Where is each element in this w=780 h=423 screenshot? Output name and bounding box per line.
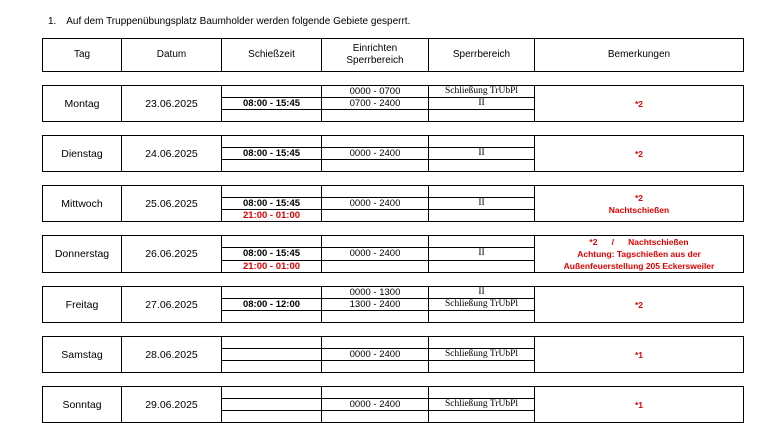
remark-line: *2	[634, 299, 644, 310]
cell-einrichten	[322, 210, 429, 222]
cell-sperrbereich: II	[429, 98, 535, 110]
spacer-cell	[43, 273, 744, 287]
remark-line: Nachtschießen	[608, 204, 670, 215]
cell-sperrbereich: II	[429, 148, 535, 160]
cell-datum: 28.06.2025	[122, 337, 222, 373]
spacer-cell	[43, 373, 744, 387]
cell-sperrbereich	[429, 361, 535, 373]
table-row	[43, 337, 744, 349]
cell-schiesszeit	[222, 311, 322, 323]
cell-tag: Samstag	[43, 337, 122, 373]
cell-tag: Montag	[43, 86, 122, 122]
row-spacer	[43, 172, 744, 186]
cell-sperrbereich	[429, 110, 535, 122]
table-row	[43, 186, 744, 198]
cell-sperrbereich	[429, 160, 535, 172]
cell-bemerkungen	[535, 236, 744, 273]
cell-schiesszeit	[222, 110, 322, 122]
cell-schiesszeit: 08:00 - 15:45	[222, 198, 322, 210]
cell-einrichten	[322, 411, 429, 423]
cell-datum: 24.06.2025	[122, 136, 222, 172]
cell-sperrbereich: II	[429, 248, 535, 260]
table-row	[43, 387, 744, 399]
cell-sperrbereich	[429, 186, 535, 198]
row-spacer	[43, 72, 744, 86]
closure-table	[42, 38, 744, 423]
cell-bemerkungen	[535, 86, 744, 122]
cell-tag: Mittwoch	[43, 186, 122, 222]
cell-schiesszeit: 08:00 - 15:45	[222, 148, 322, 160]
cell-tag: Freitag	[43, 287, 122, 323]
cell-datum: 25.06.2025	[122, 186, 222, 222]
cell-einrichten: 0000 - 0700	[322, 86, 429, 98]
cell-einrichten	[322, 311, 429, 323]
row-spacer	[43, 323, 744, 337]
header-einrichten-sperrbereich	[322, 39, 429, 72]
cell-sperrbereich: Schließung TrÜbPl	[429, 399, 535, 411]
cell-schiesszeit	[222, 337, 322, 349]
cell-datum: 26.06.2025	[122, 236, 222, 273]
remark-line: Achtung: Tagschießen aus der	[577, 249, 701, 259]
cell-bemerkungen	[535, 337, 744, 373]
closure-table-body	[43, 39, 744, 423]
cell-schiesszeit	[222, 186, 322, 198]
remark-line: Außenfeuerstellung 205 Eckersweiler	[563, 261, 715, 271]
cell-sperrbereich	[429, 411, 535, 423]
spacer-cell	[43, 323, 744, 337]
cell-einrichten: 0000 - 2400	[322, 148, 429, 160]
cell-einrichten	[322, 387, 429, 399]
cell-sperrbereich: Schließung TrÜbPl	[429, 349, 535, 361]
section-heading	[48, 16, 410, 27]
table-row	[43, 287, 744, 299]
remark-line: *2	[634, 148, 644, 159]
cell-einrichten	[322, 160, 429, 172]
cell-schiesszeit: 08:00 - 12:00	[222, 299, 322, 311]
remark-line: *2 / Nachtschießen	[589, 237, 689, 247]
cell-einrichten	[322, 361, 429, 373]
cell-einrichten: 0000 - 2400	[322, 248, 429, 260]
remark-line: *2	[634, 192, 644, 203]
cell-schiesszeit	[222, 136, 322, 148]
header-einrichten-line1: Einrichten	[352, 43, 398, 54]
row-spacer	[43, 222, 744, 236]
row-spacer	[43, 373, 744, 387]
header-bemerkungen: Bemerkungen	[535, 39, 744, 72]
cell-schiesszeit	[222, 236, 322, 248]
cell-datum: 29.06.2025	[122, 387, 222, 423]
cell-sperrbereich	[429, 311, 535, 323]
cell-datum: 23.06.2025	[122, 86, 222, 122]
cell-schiesszeit	[222, 361, 322, 373]
row-spacer	[43, 122, 744, 136]
cell-bemerkungen	[535, 186, 744, 222]
cell-einrichten: 0700 - 2400	[322, 98, 429, 110]
header-datum: Datum	[122, 39, 222, 72]
cell-sperrbereich: Schließung TrÜbPl	[429, 86, 535, 98]
row-spacer	[43, 273, 744, 287]
cell-tag: Donnerstag	[43, 236, 122, 273]
cell-schiesszeit	[222, 399, 322, 411]
cell-sperrbereich	[429, 387, 535, 399]
cell-einrichten: 0000 - 2400	[322, 349, 429, 361]
table-header-row	[43, 39, 744, 72]
cell-schiesszeit: 21:00 - 01:00	[222, 210, 322, 222]
table-row	[43, 86, 744, 98]
cell-bemerkungen	[535, 136, 744, 172]
cell-sperrbereich: II	[429, 287, 535, 299]
cell-sperrbereich	[429, 337, 535, 349]
spacer-cell	[43, 72, 744, 86]
cell-sperrbereich: Schließung TrÜbPl	[429, 299, 535, 311]
cell-sperrbereich	[429, 136, 535, 148]
cell-schiesszeit: 21:00 - 01:00	[222, 260, 322, 272]
header-einrichten-line2: Sperrbereich	[346, 55, 404, 66]
cell-sperrbereich: II	[429, 198, 535, 210]
header-schiesszeit: Schießzeit	[222, 39, 322, 72]
cell-einrichten	[322, 136, 429, 148]
spacer-cell	[43, 122, 744, 136]
cell-tag: Sonntag	[43, 387, 122, 423]
cell-schiesszeit	[222, 287, 322, 299]
header-tag: Tag	[43, 39, 122, 72]
cell-sperrbereich	[429, 210, 535, 222]
header-sperrbereich: Sperrbereich	[429, 39, 535, 72]
cell-einrichten: 0000 - 1300	[322, 287, 429, 299]
remark-line: *2	[634, 98, 644, 109]
section-number: 1.	[48, 16, 57, 27]
cell-einrichten	[322, 337, 429, 349]
cell-einrichten	[322, 110, 429, 122]
cell-tag: Dienstag	[43, 136, 122, 172]
cell-schiesszeit: 08:00 - 15:45	[222, 98, 322, 110]
cell-bemerkungen	[535, 387, 744, 423]
section-heading-text: Auf dem Truppenübungsplatz Baumholder werden folgende Gebiete gesperrt.	[66, 16, 411, 27]
spacer-cell	[43, 222, 744, 236]
cell-einrichten	[322, 236, 429, 248]
cell-einrichten	[322, 260, 429, 272]
cell-schiesszeit	[222, 349, 322, 361]
cell-schiesszeit: 08:00 - 15:45	[222, 248, 322, 260]
cell-einrichten	[322, 186, 429, 198]
cell-schiesszeit	[222, 160, 322, 172]
cell-sperrbereich	[429, 236, 535, 248]
cell-einrichten: 1300 - 2400	[322, 299, 429, 311]
cell-schiesszeit	[222, 411, 322, 423]
remark-line: *1	[634, 349, 644, 360]
cell-bemerkungen	[535, 287, 744, 323]
cell-datum: 27.06.2025	[122, 287, 222, 323]
table-row	[43, 136, 744, 148]
cell-einrichten: 0000 - 2400	[322, 399, 429, 411]
remark-line: *1	[634, 399, 644, 410]
cell-schiesszeit	[222, 86, 322, 98]
cell-schiesszeit	[222, 387, 322, 399]
cell-sperrbereich	[429, 260, 535, 272]
table-row	[43, 236, 744, 248]
cell-einrichten: 0000 - 2400	[322, 198, 429, 210]
spacer-cell	[43, 172, 744, 186]
